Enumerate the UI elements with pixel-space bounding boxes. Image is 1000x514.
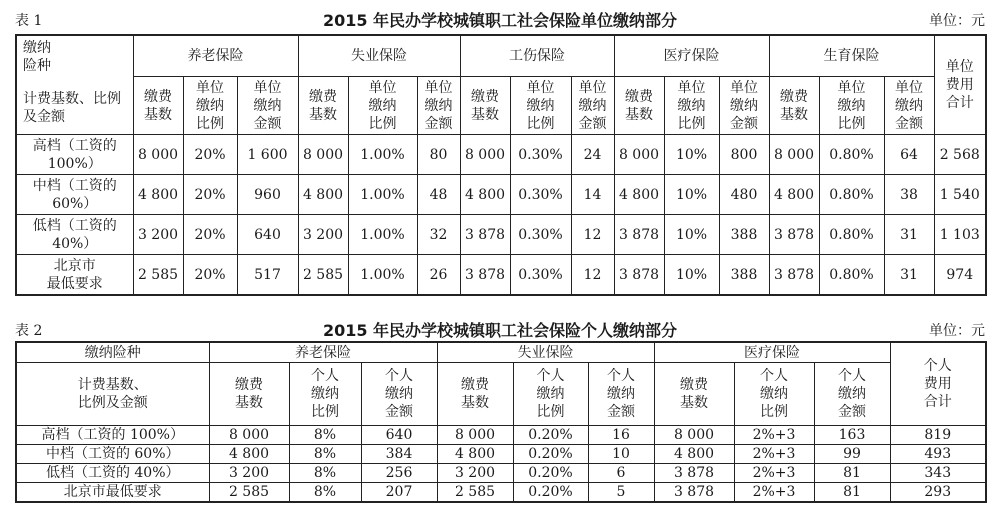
table1-cell: 4 800 — [769, 175, 819, 215]
table2-group-pension: 养老保险 — [209, 342, 437, 363]
table2-row-total: 293 — [890, 483, 986, 503]
table1-cell: 38 — [884, 175, 934, 215]
table2-subheader-0-0: 缴费 基数 — [209, 363, 289, 426]
table1-row-total: 1 540 — [934, 175, 986, 215]
table1-subheader-2-2: 单位 缴纳 金额 — [571, 77, 614, 135]
table2-subheader-1-2: 个人 缴纳 金额 — [588, 363, 654, 426]
table2-cell: 2%+3 — [734, 483, 814, 503]
table2-cell: 81 — [814, 483, 890, 503]
table-row — [16, 255, 986, 296]
table1-group-maternity: 生育保险 — [769, 35, 934, 77]
table-row — [16, 445, 986, 464]
table1-cell: 0.80% — [819, 135, 884, 175]
table1-cell: 20% — [183, 175, 237, 215]
table2-subheader-2-0: 缴费 基数 — [654, 363, 734, 426]
table1-cell: 4 800 — [298, 175, 348, 215]
table2-cell: 4 800 — [654, 445, 734, 464]
table1-cell: 32 — [417, 215, 460, 255]
table1-cell: 0.30% — [510, 255, 571, 296]
table1-subheader-3-0: 缴费 基数 — [614, 77, 664, 135]
table2-cell: 207 — [361, 483, 437, 503]
table1-cell: 20% — [183, 135, 237, 175]
table2-cell: 4 800 — [437, 445, 513, 464]
table1-cell: 14 — [571, 175, 614, 215]
table2-cell: 81 — [814, 464, 890, 483]
table2-subheader-1-0: 缴费 基数 — [437, 363, 513, 426]
table2-cell: 99 — [814, 445, 890, 464]
table2-row-total: 343 — [890, 464, 986, 483]
table2-cell: 8 000 — [654, 426, 734, 445]
table1-cell: 480 — [719, 175, 769, 215]
table1-cell: 48 — [417, 175, 460, 215]
table1-corner-top: 缴纳 险种 — [23, 39, 51, 74]
table2-row-label: 北京市最低要求 — [16, 483, 209, 503]
table-row — [16, 175, 986, 215]
table1-cell: 12 — [571, 215, 614, 255]
table1-subheader-1-0: 缴费 基数 — [298, 77, 348, 135]
table1-subheader-1-2: 单位 缴纳 金额 — [417, 77, 460, 135]
table1-row-label: 北京市 最低要求 — [16, 255, 133, 296]
table1-group-unemployment: 失业保险 — [298, 35, 460, 77]
table2 — [15, 341, 987, 503]
table1-cell: 4 800 — [460, 175, 510, 215]
table2-cell: 4 800 — [209, 445, 289, 464]
table1-cell: 3 200 — [298, 215, 348, 255]
table1-title: 2015 年民办学校城镇职工社会保险单位缴纳部分 — [322, 11, 678, 30]
table2-label: 表 2 — [15, 323, 43, 339]
table1-cell: 0.30% — [510, 135, 571, 175]
table1-cell: 0.30% — [510, 175, 571, 215]
table1-cell: 10% — [664, 135, 719, 175]
table2-cell: 6 — [588, 464, 654, 483]
table1-cell: 2 585 — [298, 255, 348, 296]
table1-subheader-3-2: 单位 缴纳 金额 — [719, 77, 769, 135]
table1-label: 表 1 — [15, 13, 43, 29]
table2-row-label: 中档（工资的 60%） — [16, 445, 209, 464]
table2-cell: 8% — [289, 483, 361, 503]
table1-total-header: 单位 费用 合计 — [934, 35, 986, 135]
table2-group-medical: 医疗保险 — [654, 342, 890, 363]
table1-cell: 12 — [571, 255, 614, 296]
table2-cell: 0.20% — [513, 445, 588, 464]
table1-group-medical: 医疗保险 — [614, 35, 769, 77]
table2-cell: 3 200 — [437, 464, 513, 483]
table2-group-unemployment: 失业保险 — [437, 342, 654, 363]
table1-cell: 80 — [417, 135, 460, 175]
table1-row-total: 1 103 — [934, 215, 986, 255]
table1-row-label: 低档（工资的 40%） — [16, 215, 133, 255]
table-row — [16, 135, 986, 175]
table1-cell: 26 — [417, 255, 460, 296]
table2-cell: 163 — [814, 426, 890, 445]
table1-cell: 3 878 — [614, 255, 664, 296]
table1-cell: 3 878 — [769, 255, 819, 296]
table1-corner-bottom: 计费基数、比例 及金额 — [23, 90, 121, 125]
table2-row-total: 493 — [890, 445, 986, 464]
table2-cell: 3 878 — [654, 464, 734, 483]
table1-subheader-4-0: 缴费 基数 — [769, 77, 819, 135]
table2-cell: 10 — [588, 445, 654, 464]
table2-unit: 单位：元 — [929, 323, 985, 339]
table2-cell: 2 585 — [437, 483, 513, 503]
table2-cell: 0.20% — [513, 464, 588, 483]
table2-cell: 256 — [361, 464, 437, 483]
table1-cell: 0.80% — [819, 215, 884, 255]
table2-title: 2015 年民办学校城镇职工社会保险个人缴纳部分 — [322, 321, 678, 340]
table1-subheader-2-0: 缴费 基数 — [460, 77, 510, 135]
table1-cell: 3 878 — [769, 215, 819, 255]
table1-cell: 388 — [719, 255, 769, 296]
table2-corner-bottom: 计费基数、 比例及金额 — [16, 363, 209, 426]
table1-row-total: 2 568 — [934, 135, 986, 175]
table2-cell: 2%+3 — [734, 464, 814, 483]
table2-cell: 0.20% — [513, 426, 588, 445]
table1-cell: 20% — [183, 215, 237, 255]
table1-cell: 31 — [884, 255, 934, 296]
table2-cell: 8% — [289, 445, 361, 464]
table2-cell: 16 — [588, 426, 654, 445]
table2-cell: 3 200 — [209, 464, 289, 483]
table2-corner-top: 缴纳险种 — [16, 342, 209, 363]
table1-cell: 388 — [719, 215, 769, 255]
table2-row-label: 低档（工资的 40%） — [16, 464, 209, 483]
table1-cell: 10% — [664, 215, 719, 255]
table1-cell: 3 878 — [460, 215, 510, 255]
table1-cell: 0.80% — [819, 175, 884, 215]
table1-subheader-4-2: 单位 缴纳 金额 — [884, 77, 934, 135]
table2-cell: 5 — [588, 483, 654, 503]
table1-cell: 1.00% — [348, 255, 417, 296]
table1-cell: 0.80% — [819, 255, 884, 296]
table1-unit: 单位：元 — [929, 13, 985, 29]
table1-cell: 0.30% — [510, 215, 571, 255]
table1-cell: 960 — [237, 175, 298, 215]
table1-subheader-1-1: 单位 缴纳 比例 — [348, 77, 417, 135]
table1-cell: 64 — [884, 135, 934, 175]
table1-cell: 1 600 — [237, 135, 298, 175]
table1-subheader-0-2: 单位 缴纳 金额 — [237, 77, 298, 135]
table1-cell: 8 000 — [133, 135, 183, 175]
table1-cell: 3 878 — [460, 255, 510, 296]
table2-cell: 3 878 — [654, 483, 734, 503]
table1-cell: 10% — [664, 255, 719, 296]
table-row — [16, 215, 986, 255]
table1-subheader-0-1: 单位 缴纳 比例 — [183, 77, 237, 135]
table1-cell: 1.00% — [348, 215, 417, 255]
table2-cell: 8 000 — [209, 426, 289, 445]
table1-row-total: 974 — [934, 255, 986, 296]
table-row — [16, 426, 986, 445]
table1-cell: 3 200 — [133, 215, 183, 255]
table2-subheader-2-1: 个人 缴纳 比例 — [734, 363, 814, 426]
table1-row-label: 高档（工资的 100%） — [16, 135, 133, 175]
table2-row-label: 高档（工资的 100%） — [16, 426, 209, 445]
table1-subheader-0-0: 缴费 基数 — [133, 77, 183, 135]
table1-cell: 20% — [183, 255, 237, 296]
table1-subheader-4-1: 单位 缴纳 比例 — [819, 77, 884, 135]
table2-cell: 8% — [289, 464, 361, 483]
table2-subheader-1-1: 个人 缴纳 比例 — [513, 363, 588, 426]
table1 — [15, 34, 987, 296]
table1-cell: 8 000 — [298, 135, 348, 175]
table-row — [16, 464, 986, 483]
table2-subheader-0-2: 个人 缴纳 金额 — [361, 363, 437, 426]
table1-corner-cell — [16, 35, 133, 135]
table1-cell: 640 — [237, 215, 298, 255]
table2-subheader-0-1: 个人 缴纳 比例 — [289, 363, 361, 426]
table1-cell: 10% — [664, 175, 719, 215]
table1-cell: 4 800 — [133, 175, 183, 215]
table2-subheader-2-2: 个人 缴纳 金额 — [814, 363, 890, 426]
table2-cell: 8 000 — [437, 426, 513, 445]
table1-cell: 8 000 — [614, 135, 664, 175]
table2-cell: 0.20% — [513, 483, 588, 503]
table1-subheader-2-1: 单位 缴纳 比例 — [510, 77, 571, 135]
table1-cell: 1.00% — [348, 135, 417, 175]
table1-subheader-3-1: 单位 缴纳 比例 — [664, 77, 719, 135]
table2-cell: 8% — [289, 426, 361, 445]
table1-cell: 3 878 — [614, 215, 664, 255]
table1-group-pension: 养老保险 — [133, 35, 298, 77]
table1-row-label: 中档（工资的 60%） — [16, 175, 133, 215]
table1-cell: 2 585 — [133, 255, 183, 296]
table1-group-injury: 工伤保险 — [460, 35, 614, 77]
table2-cell: 2%+3 — [734, 426, 814, 445]
table1-cell: 8 000 — [460, 135, 510, 175]
table1-cell: 31 — [884, 215, 934, 255]
table2-cell: 2%+3 — [734, 445, 814, 464]
table1-cell: 8 000 — [769, 135, 819, 175]
table1-cell: 24 — [571, 135, 614, 175]
table2-cell: 2 585 — [209, 483, 289, 503]
table1-cell: 800 — [719, 135, 769, 175]
table1-cell: 4 800 — [614, 175, 664, 215]
table2-row-total: 819 — [890, 426, 986, 445]
table2-cell: 384 — [361, 445, 437, 464]
table-row — [16, 483, 986, 503]
table1-cell: 517 — [237, 255, 298, 296]
table2-cell: 640 — [361, 426, 437, 445]
table2-total-header: 个人 费用 合计 — [890, 342, 986, 426]
table1-cell: 1.00% — [348, 175, 417, 215]
